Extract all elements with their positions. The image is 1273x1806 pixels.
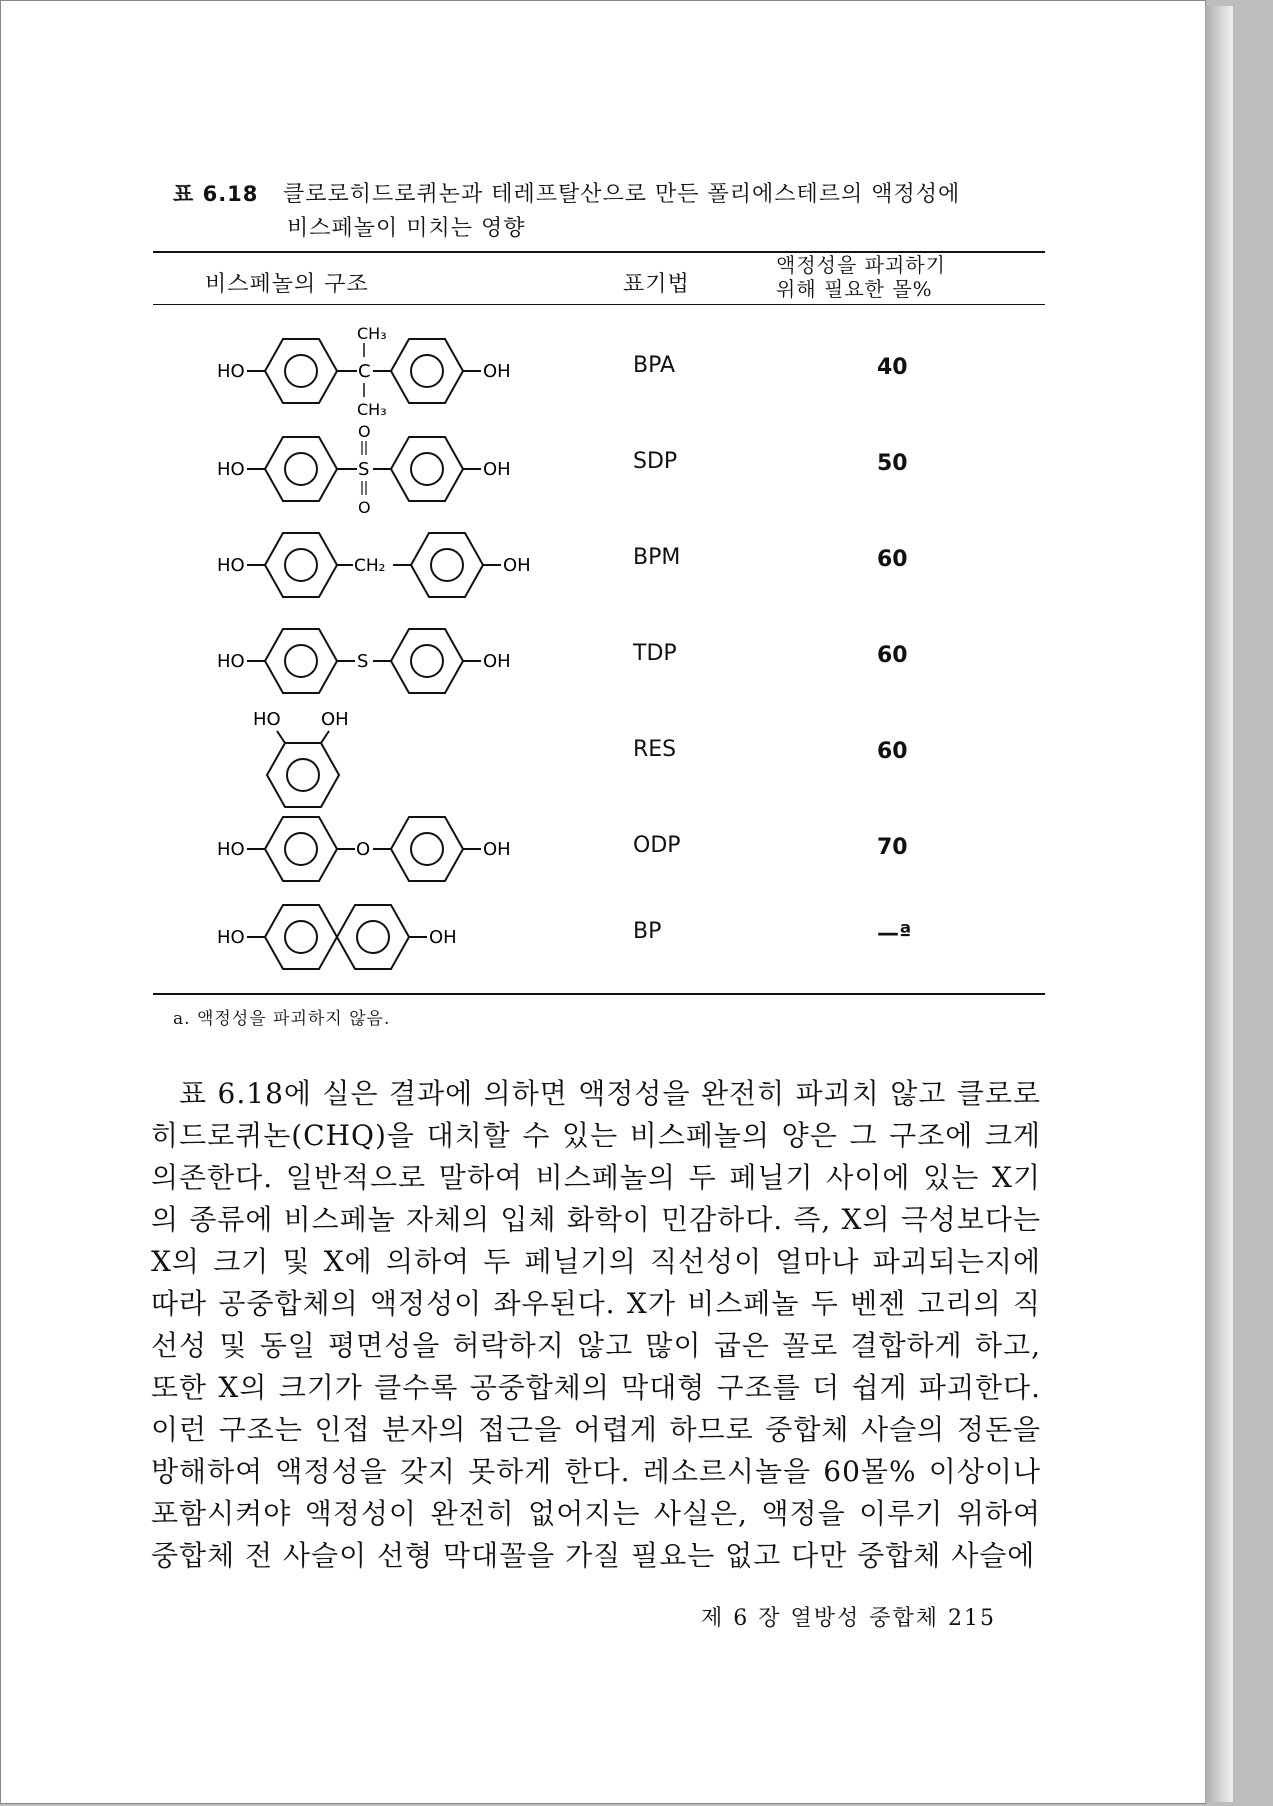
running-footer: 제 6 장 열방성 중합체 215	[701, 1606, 996, 1631]
link-center: CH₂	[354, 556, 386, 576]
mol-percent-bp: —ª	[877, 921, 912, 946]
notation-tdp: TDP	[633, 641, 677, 666]
oh-label: OH	[503, 555, 531, 576]
body-paragraph: 표 6.18에 실은 결과에 의하면 액정성을 완전히 파괴치 않고 클로로히드로퀴논(CHQ)을 대치할 수 있는 비스페놀의 양은 그 구조에 크게 의존한다. 일반적으로 말하여 비스페놀의 두 페닐기 사이에 있는 X기의 종류에 비스페놀 자체의 입체 화학이 민감하다. 즉, X의 극성보다는 X의 크기 및 X에 의하여 두 페닐기의 직선성이 얼마나 파괴되는지에 따라 공중합체의 액정성이 좌우된다. X가 비스페놀 두 벤젠 고리의 직선성 및 동일 평면성을 허락하지 않고 많이 굽은 꼴로 결합하게 하고, 또한 X의 크기가 클수록 공중합체의 막대형 구조를 더 쉽게 파괴한다. 이런 구조는 인접 분자의 접근을 어렵게 하므로 중합체 사슬의 정돈을 방해하여 액정성을 갖지 못하게 한다. 레소르시놀을 60몰% 이상이나 포함시켜야 액정성이 완전히 없어지는 사실은, 액정을 이루기 위하여 중합체 전 사슬이 선형 막대꼴을 가질 필요는 없고 다만 중합체 사슬에	[151, 1077, 1041, 1572]
structure-bp	[211, 887, 511, 987]
mol-percent-bpm: 60	[877, 547, 908, 572]
link-center: S	[358, 459, 370, 480]
header-structure: 비스페놀의 구조	[205, 272, 369, 297]
ho-label: HO	[217, 361, 245, 382]
structure-bpa	[211, 321, 531, 421]
notation-bpa: BPA	[633, 353, 676, 378]
oh-label: OH	[429, 927, 457, 948]
structure-bpm	[211, 515, 551, 615]
mol-percent-tdp: 60	[877, 643, 908, 668]
ho-label: HO	[217, 839, 245, 860]
table-caption	[173, 177, 960, 246]
link-center: C	[358, 361, 371, 382]
link-center: S	[357, 651, 369, 672]
ho-label: HO	[253, 709, 281, 730]
link-bottom: O	[358, 498, 371, 517]
notation-sdp: SDP	[633, 449, 678, 474]
notation-bpm: BPM	[633, 545, 681, 570]
structure-odp	[211, 799, 531, 899]
caption-line-1: 클로로히드로퀴논과 테레프탈산으로 만든 폴리에스테르의 액정성에	[283, 182, 961, 207]
oh-label: OH	[483, 459, 511, 480]
ho-label: HO	[217, 651, 245, 672]
link-bottom: CH₃	[357, 400, 387, 419]
structure-tdp	[211, 611, 531, 711]
oh-label: OH	[483, 651, 511, 672]
mol-percent-sdp: 50	[877, 451, 908, 476]
header-mol-percent	[776, 253, 946, 301]
table-header-rule	[153, 304, 1045, 305]
mol-percent-res: 60	[877, 739, 908, 764]
notation-res: RES	[633, 737, 677, 762]
notation-bp: BP	[633, 919, 662, 944]
mol-percent-odp: 70	[877, 835, 908, 860]
ho-label: HO	[217, 555, 245, 576]
mol-percent-bpa: 40	[877, 355, 908, 380]
structure-sdp	[211, 419, 531, 519]
oh-label: OH	[483, 361, 511, 382]
ho-label: HO	[217, 927, 245, 948]
oh-label: OH	[483, 839, 511, 860]
table-bottom-rule	[153, 993, 1045, 995]
header-mol-line-2: 위해 필요한 몰%	[776, 277, 933, 301]
table-number: 표 6.18	[173, 182, 259, 206]
oh-label: OH	[321, 709, 349, 730]
caption-line-2: 비스페놀이 미치는 영향	[287, 216, 526, 241]
link-top: O	[358, 422, 371, 441]
ho-label: HO	[217, 459, 245, 480]
page-edge-shadow	[1205, 6, 1233, 1802]
link-center: O	[356, 839, 371, 860]
header-notation: 표기법	[623, 272, 690, 297]
structure-res	[241, 707, 381, 811]
notation-odp: ODP	[633, 833, 681, 858]
table-footnote: a. 액정성을 파괴하지 않음.	[173, 1009, 391, 1029]
link-top: CH₃	[357, 324, 387, 343]
header-mol-line-1: 액정성을 파괴하기	[776, 253, 946, 277]
